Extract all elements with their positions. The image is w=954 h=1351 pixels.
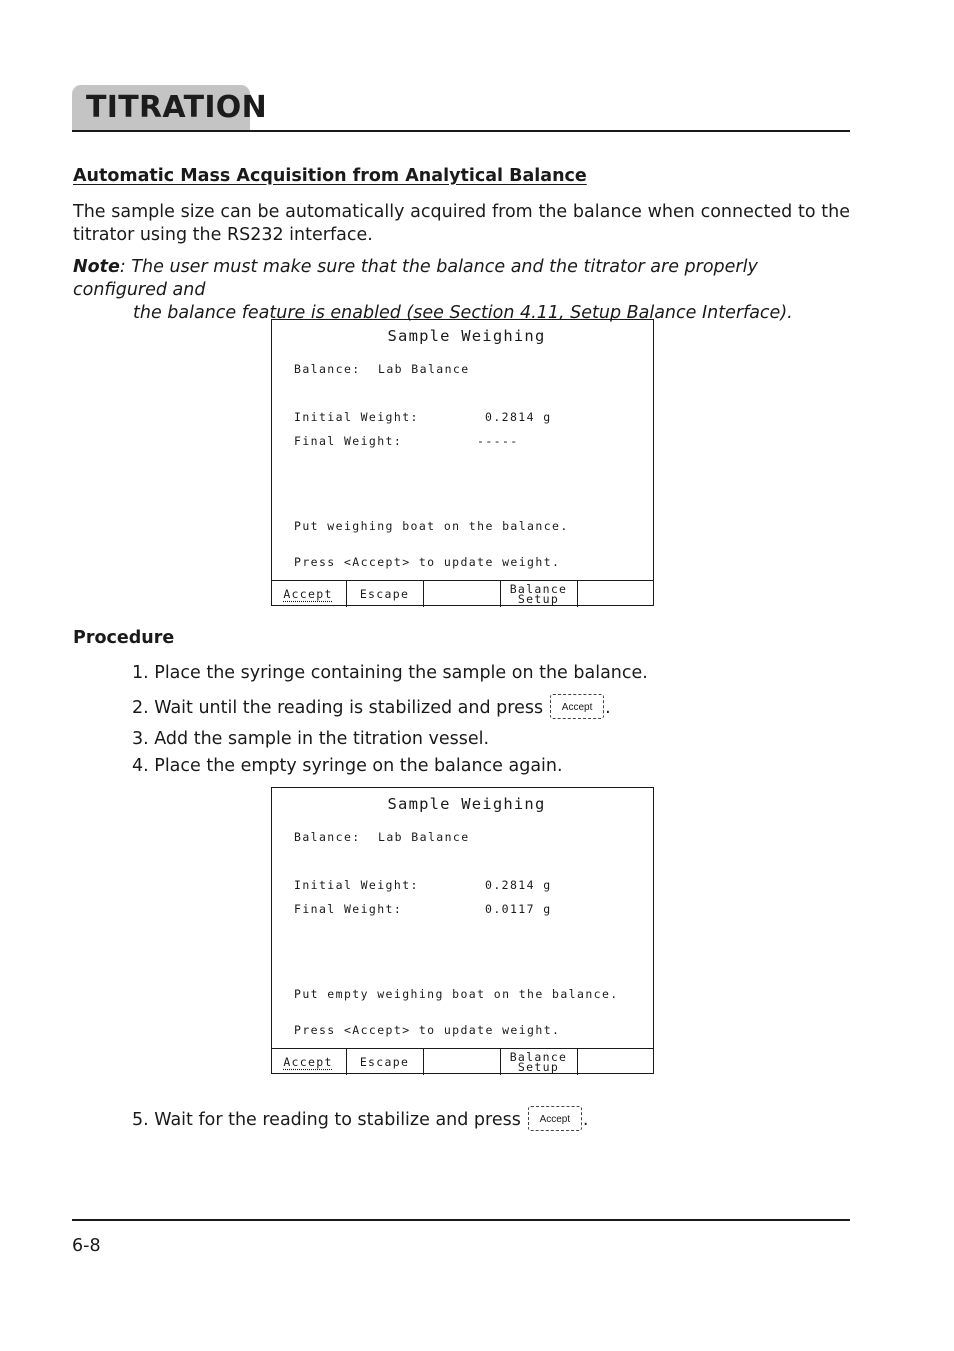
- note-line-2: the balance feature is enabled (see Section 4.11, Setup Balance Interface).: [133, 303, 793, 323]
- accept-softkey[interactable]: Accept: [271, 1049, 347, 1075]
- accept-softkey[interactable]: Accept: [271, 581, 347, 607]
- blank-softkey[interactable]: [424, 581, 501, 607]
- escape-softkey[interactable]: Escape: [347, 581, 424, 607]
- note: [73, 256, 853, 325]
- balance-setup-softkey[interactable]: Balance Setup: [501, 581, 578, 607]
- screen-title: Sample Weighing: [387, 327, 546, 345]
- note-line-1: : The user must make sure that the balance and the titrator are properly configured and: [73, 257, 758, 300]
- balance-setup-softkey[interactable]: Balance Setup: [501, 1049, 578, 1075]
- sample-weighing-screen-1: [271, 319, 654, 606]
- screen-prompt: Press <Accept> to update weight.: [294, 1023, 561, 1037]
- initial-weight-value: 0.2814 g: [485, 410, 552, 424]
- final-weight-label: Final Weight:: [294, 434, 403, 448]
- final-weight-label: Final Weight:: [294, 902, 403, 916]
- page-number: 6-8: [72, 1236, 101, 1256]
- screen-message: Put empty weighing boat on the balance.: [294, 987, 619, 1001]
- initial-weight-label: Initial Weight:: [294, 878, 419, 892]
- screen-message: Put weighing boat on the balance.: [294, 519, 569, 533]
- intro-paragraph: The sample size can be automatically acquired from the balance when connected to the titrator using the RS232 interface.: [73, 202, 850, 245]
- sample-weighing-screen-2: [271, 787, 654, 1074]
- accept-key-icon: Accept: [528, 1106, 582, 1131]
- procedure-step-1: 1. Place the syringe containing the sample on the balance.: [132, 663, 648, 683]
- final-weight-value: 0.0117 g: [485, 902, 552, 916]
- blank-softkey[interactable]: [578, 1049, 654, 1075]
- procedure-step-2: 2. Wait until the reading is stabilized and press Accept .: [132, 694, 611, 722]
- accept-key-icon: Accept: [550, 694, 604, 719]
- balance-label: Balance:: [294, 830, 361, 844]
- chapter-title: TITRATION: [86, 90, 268, 125]
- procedure-heading: Procedure: [73, 628, 175, 648]
- balance-value: Lab Balance: [378, 830, 470, 844]
- blank-softkey[interactable]: [578, 581, 654, 607]
- screen-prompt: Press <Accept> to update weight.: [294, 555, 561, 569]
- balance-value: Lab Balance: [378, 362, 470, 376]
- screen-title: Sample Weighing: [387, 795, 546, 813]
- header-rule: [72, 130, 850, 132]
- blank-softkey[interactable]: [424, 1049, 501, 1075]
- procedure-step-5: 5. Wait for the reading to stabilize and press Accept .: [132, 1106, 588, 1134]
- initial-weight-value: 0.2814 g: [485, 878, 552, 892]
- balance-label: Balance:: [294, 362, 361, 376]
- procedure-step-3: 3. Add the sample in the titration vessel.: [132, 729, 490, 749]
- procedure-step-4: 4. Place the empty syringe on the balance again.: [132, 756, 563, 776]
- softkey-bar: [271, 1048, 654, 1075]
- footer-rule: [72, 1219, 850, 1221]
- final-weight-value: -----: [477, 434, 519, 448]
- note-label: Note: [73, 257, 120, 277]
- escape-softkey[interactable]: Escape: [347, 1049, 424, 1075]
- softkey-bar: [271, 580, 654, 607]
- initial-weight-label: Initial Weight:: [294, 410, 419, 424]
- section-heading: Automatic Mass Acquisition from Analytical Balance: [73, 166, 587, 186]
